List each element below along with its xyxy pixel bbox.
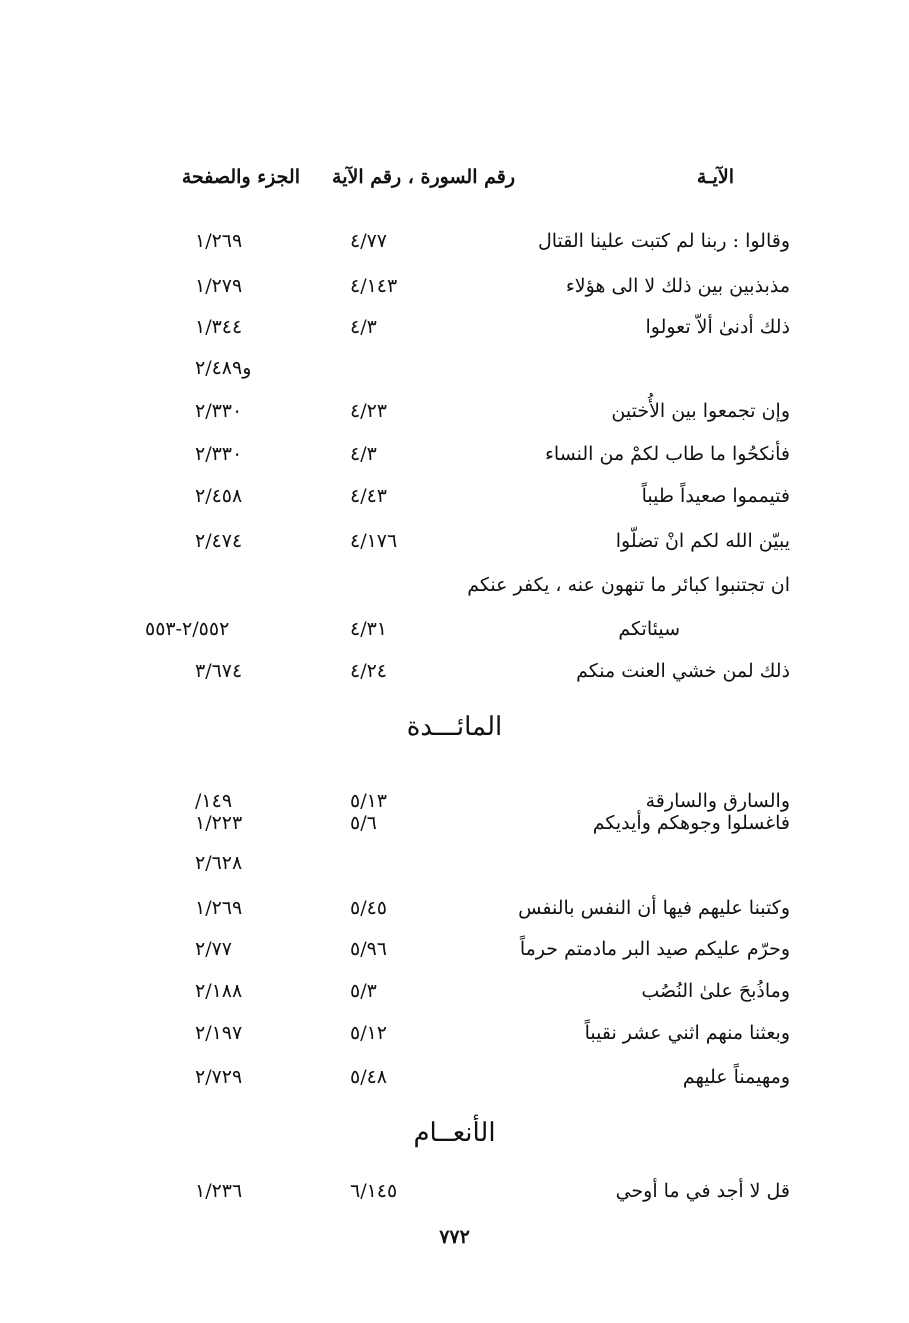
verse-ref: ٤/٤٣	[350, 485, 388, 507]
verse-ref: ٥/٩٦	[350, 938, 388, 960]
page-number: ٧٧٢	[439, 1226, 470, 1248]
verse-text: وإن تجمعوا بين الأُختين	[611, 400, 790, 422]
volume-page: ٢/١٩٧	[195, 1022, 243, 1044]
verse-text: والسارق والسارقة	[645, 790, 790, 812]
volume-page: ٢/٧٢٩	[195, 1066, 243, 1088]
verse-ref: ٤/٧٧	[350, 230, 388, 252]
verse-text: مذبذبين بين ذلك لا الى هؤلاء	[565, 275, 790, 297]
volume-page: ٢/٣٣٠	[195, 400, 243, 422]
volume-page: ٣/٦٧٤	[195, 660, 243, 682]
verse-ref: ٤/١٧٦	[350, 530, 398, 552]
verse-ref: ٤/٣	[350, 316, 377, 338]
table-row	[120, 618, 790, 658]
verse-ref: ٤/٢٤	[350, 660, 388, 682]
verse-ref: ٤/٣	[350, 443, 377, 465]
verse-text: قل لا أجد في ما أوحي	[615, 1180, 790, 1202]
volume-page: ٢/٦٢٨	[195, 852, 243, 874]
table-row	[120, 574, 790, 614]
header-verse: الآيـة	[696, 166, 734, 188]
verse-ref: ٥/٣	[350, 980, 377, 1002]
volume-page: ١/٢٢٣	[195, 812, 243, 834]
verse-text: ذلك لمن خشي العنت منكم	[576, 660, 790, 682]
verse-text: يبيّن الله لكم انْ تضلّوا	[615, 530, 790, 552]
table-row	[120, 660, 790, 700]
verse-text: وقالوا : ربنا لم كتبت علينا القتال	[537, 230, 790, 252]
table-row	[120, 443, 790, 483]
section-title-maida: المائـــدة	[406, 712, 503, 742]
header-surah-verse-number: رقم السورة ، رقم الآية	[332, 166, 515, 188]
table-row	[120, 852, 790, 892]
verse-text: ان تجتنبوا كبائر ما تنهون عنه ، يكفر عنكم	[467, 574, 790, 596]
volume-page: ٢/١٨٨	[195, 980, 243, 1002]
verse-ref: ٤/١٤٣	[350, 275, 398, 297]
volume-page: و٢/٤٨٩	[195, 357, 252, 379]
verse-text: وحرّم عليكم صيد البر مادمتم حرماً	[519, 938, 790, 960]
verse-ref: ٤/٢٣	[350, 400, 388, 422]
verse-ref: ٥/١٢	[350, 1022, 388, 1044]
volume-page: ١/٢٦٩	[195, 230, 243, 252]
volume-page: ٢/٧٧	[195, 938, 233, 960]
table-row	[120, 400, 790, 440]
verse-ref: ٥/٤٥	[350, 897, 388, 919]
verse-ref: ٤/٣١	[350, 618, 388, 640]
volume-page: ١/٢٣٦	[195, 1180, 243, 1202]
table-row	[120, 938, 790, 978]
verse-ref: ٥/٦	[350, 812, 377, 834]
table-header	[130, 166, 740, 198]
header-volume-page: الجزء والصفحة	[181, 166, 300, 188]
verse-ref: ٥/١٣	[350, 790, 388, 812]
verse-ref: ٦/١٤٥	[350, 1180, 398, 1202]
volume-page: ٢/٥٥٢-٥٥٣	[145, 618, 230, 640]
table-row	[120, 1180, 790, 1220]
volume-page: ٢/٤٧٤	[195, 530, 243, 552]
volume-page: ٢/٣٣٠	[195, 443, 243, 465]
verse-text: سيئاتكم	[618, 618, 680, 640]
verse-text: فاغسلوا وجوهكم وأيديكم	[592, 812, 790, 834]
section-title-anam: الأنعــام	[413, 1118, 496, 1148]
table-row	[120, 1022, 790, 1062]
table-row	[120, 230, 790, 270]
table-row	[120, 980, 790, 1020]
table-row	[120, 275, 790, 315]
volume-page: ١/٢٧٩	[195, 275, 243, 297]
volume-page: ١/٢٦٩	[195, 897, 243, 919]
table-row	[120, 897, 790, 937]
table-row	[120, 1066, 790, 1106]
verse-text: وماذُبحَ علىٰ النُصُب	[641, 980, 790, 1002]
table-row	[120, 812, 790, 852]
verse-text: ومهيمناً عليهم	[682, 1066, 790, 1088]
volume-page: ٢/٤٥٨	[195, 485, 243, 507]
table-row	[120, 316, 790, 356]
table-row	[120, 530, 790, 570]
verse-ref: ٥/٤٨	[350, 1066, 388, 1088]
verse-text: فتيمموا صعيداً طيباً	[641, 485, 790, 507]
volume-page: /١٤٩	[195, 790, 233, 812]
verse-text: فأنكحُوا ما طاب لكمْ من النساء	[544, 443, 790, 465]
verse-text: وبعثنا منهم اثني عشر نقيباً	[584, 1022, 790, 1044]
verse-text: وكتبنا عليهم فيها أن النفس بالنفس	[518, 897, 790, 919]
verse-text: ذلك أدنىٰ ألاّ تعولوا	[645, 316, 790, 338]
table-row	[120, 357, 790, 397]
volume-page: ١/٣٤٤	[195, 316, 243, 338]
table-row	[120, 485, 790, 525]
